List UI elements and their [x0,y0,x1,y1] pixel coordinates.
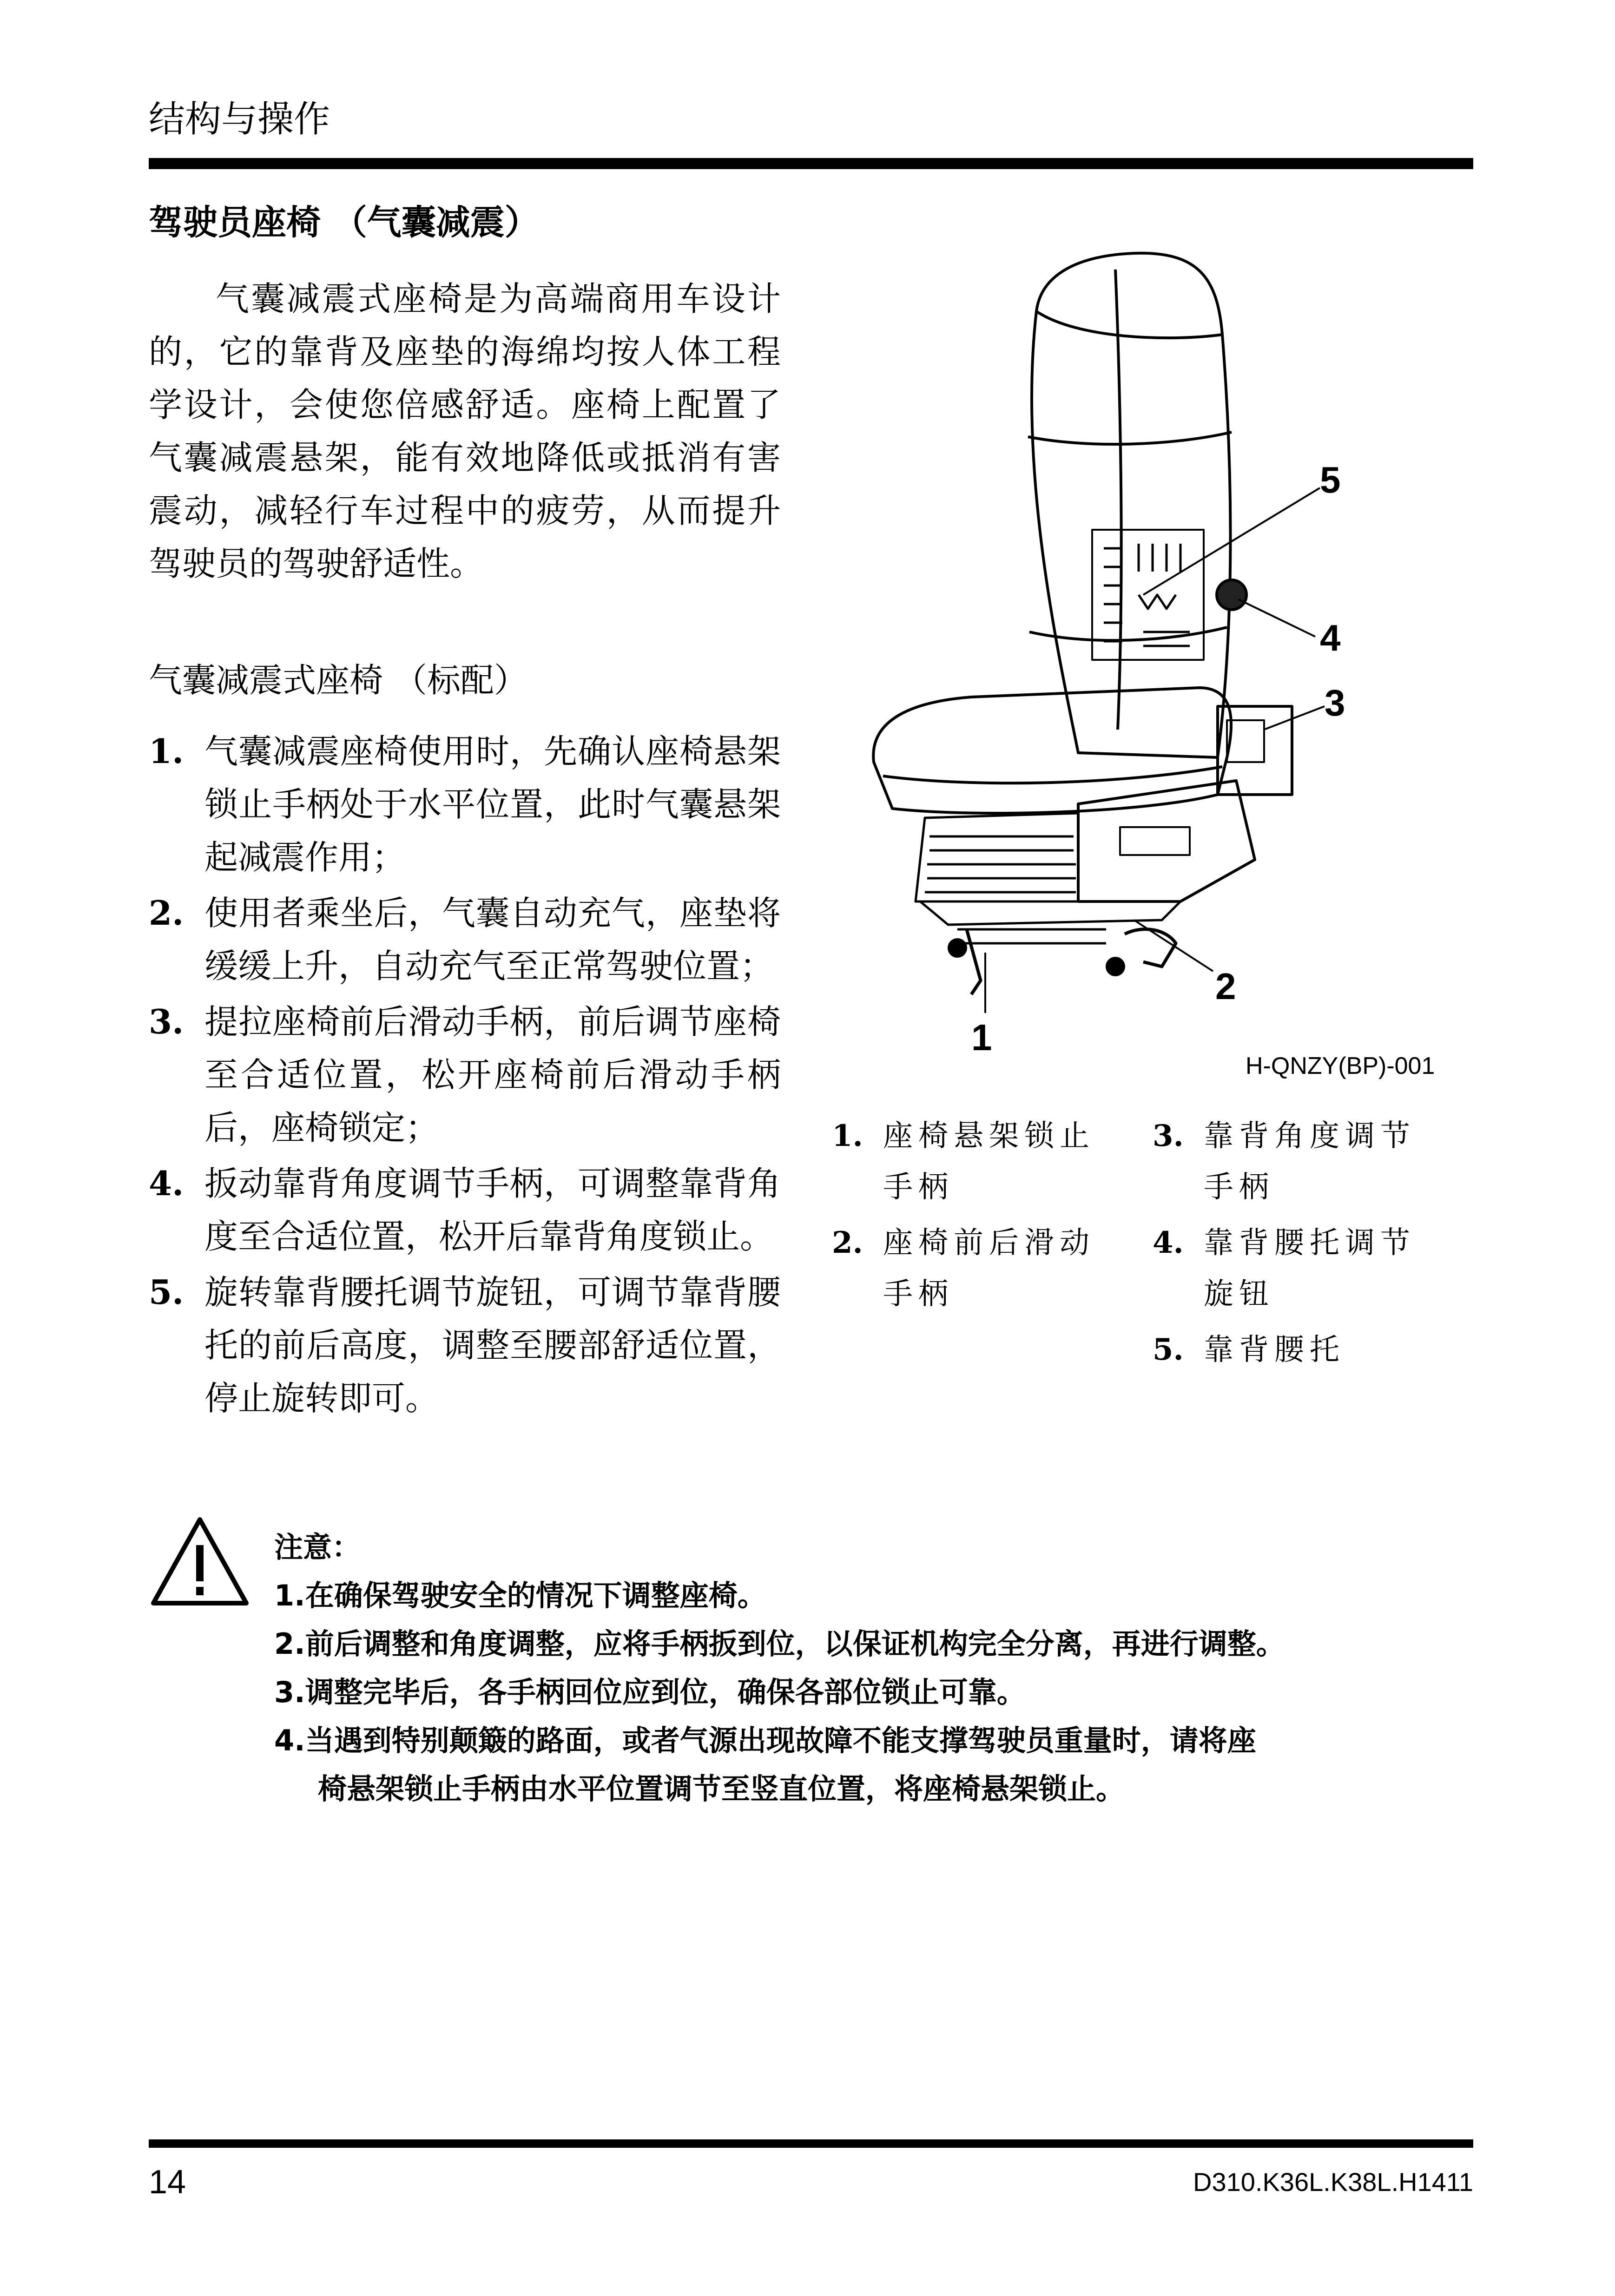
step-item [149,995,781,1154]
step-item [149,887,781,993]
legend-text: 座椅前后滑动手柄 [883,1226,1095,1311]
steps-list [149,725,781,1428]
step-number: 5. [149,1272,184,1312]
step-item [149,1266,781,1425]
legend-text: 靠背腰托 [1204,1333,1345,1367]
callout-1: 1 [971,1017,992,1058]
step-text: 气囊减震座椅使用时，先确认座椅悬架锁止手柄处于水平位置，此时气囊悬架起减震作用； [204,732,781,877]
legend-number: 3. [1153,1118,1184,1153]
legend-item [1153,1111,1445,1213]
legend-text: 靠背腰托调节旋钮 [1204,1226,1416,1311]
step-text: 提拉座椅前后滑动手柄，前后调节座椅至合适位置，松开座椅前后滑动手柄后，座椅锁定； [204,1002,781,1147]
slide-handle [1125,929,1176,967]
figure-code: H-QNZY(BP)-001 [1246,1053,1435,1079]
callout-5: 5 [1320,459,1341,500]
callout-3: 3 [1325,682,1345,724]
warning-item: 2.前后调整和角度调整，应将手柄扳到位，以保证机构完全分离，再进行调整。 [274,1627,1285,1661]
callout-4: 4 [1320,617,1341,658]
legend-text: 靠背角度调节手柄 [1204,1119,1416,1204]
step-number: 4. [149,1164,184,1203]
suspension-lock-handle [967,929,981,994]
subheading-standard-seat: 气囊减震式座椅 （标配） [149,661,527,700]
legend-text: 座椅悬架锁止手柄 [883,1119,1095,1204]
callout-2: 2 [1215,966,1236,1007]
legend-number: 5. [1153,1332,1184,1367]
legend-item [1153,1324,1445,1375]
warning-title: 注意： [274,1530,361,1564]
legend-item [832,1111,1106,1213]
warning-notes [274,1523,1483,1813]
section-title: 驾驶员座椅 （气囊减震） [149,203,539,243]
backrest [1032,253,1231,757]
warning-item: 4.当遇到特别颠簸的路面，或者气源出现故障不能支撑驾驶员重量时，请将座 [274,1724,1256,1757]
intro-paragraph: 气囊减震式座椅是为高端商用车设计的，它的靠背及座垫的海绵均按人体工程学设计，会使您倍感舒适。座椅上配置了气囊减震悬架，能有效地降低或抵消有害震动，减轻行车过程中的疲劳，从而提升驾驶员的驾驶舒适性。 [149,279,781,583]
step-number: 1. [149,731,184,771]
header-title: 结构与操作 [149,99,330,140]
step-item [149,1157,781,1263]
document-code: D310.K36L.K38L.H1411 [1193,2167,1473,2197]
warning-item-continued: 椅悬架锁止手柄由水平位置调节至竖直位置，将座椅悬架锁止。 [318,1772,1125,1806]
seat-illustration [818,242,1478,1069]
step-text: 扳动靠背角度调节手柄，可调整靠背角度至合适位置，松开后靠背角度锁止。 [204,1164,781,1256]
warning-icon [149,1515,251,1608]
step-text: 旋转靠背腰托调节旋钮，可调节靠背腰托的前后高度，调整至腰部舒适位置，停止旋转即可。 [204,1273,781,1418]
legend-item [832,1217,1106,1320]
step-number: 3. [149,1002,184,1041]
lumbar-knob [1217,580,1246,610]
seat-cushion [873,688,1231,813]
seat-base [1078,781,1255,901]
page-number: 14 [149,2164,186,2201]
warning-item: 3.调整完毕后，各手柄回位应到位，确保各部位锁止可靠。 [274,1675,1026,1709]
legend-number: 1. [832,1118,863,1153]
footer-rule [149,2139,1473,2148]
legend-number: 2. [832,1225,863,1260]
step-text: 使用者乘坐后，气囊自动充气，座垫将缓缓上升，自动充气至正常驾驶位置； [204,894,781,986]
legend-number: 4. [1153,1225,1184,1260]
legend-item [1153,1217,1445,1320]
step-item [149,725,781,884]
header-rule [149,158,1473,169]
step-number: 2. [149,893,184,933]
warning-item: 1.在确保驾驶安全的情况下调整座椅。 [274,1579,766,1612]
suspension-frame [916,813,1078,901]
